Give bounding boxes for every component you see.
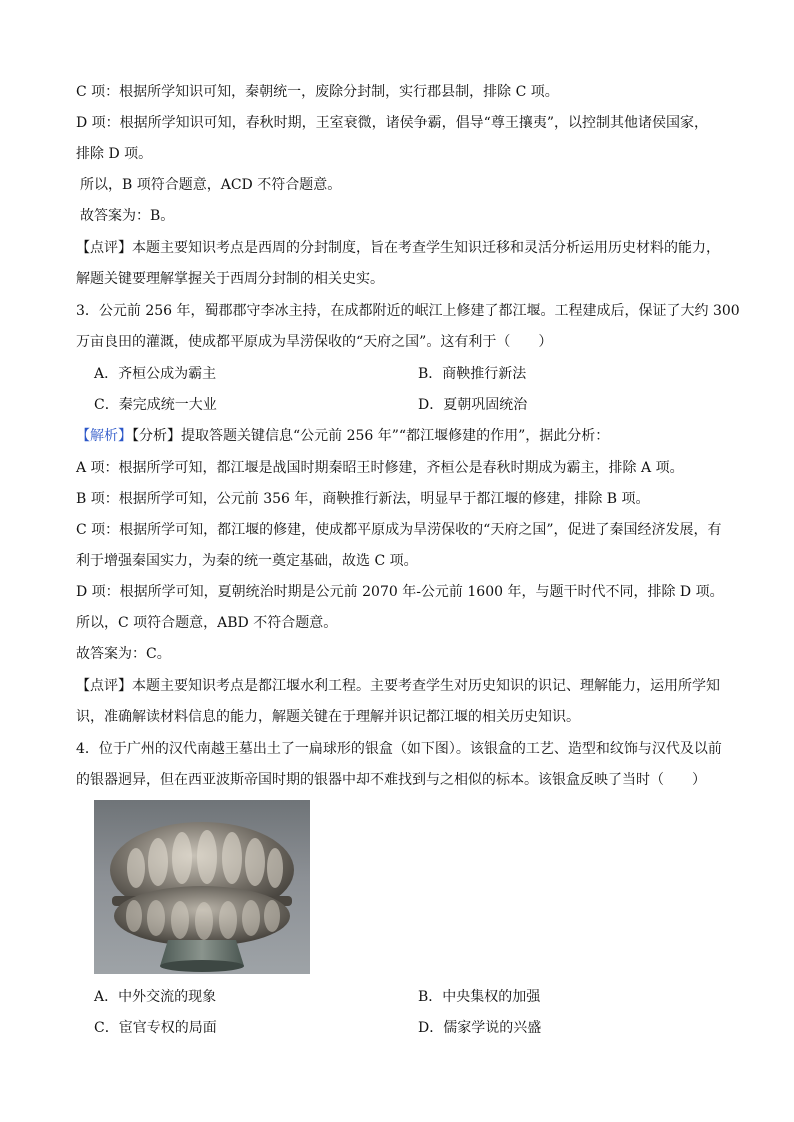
analysis-line: 所以，C 项符合题意，ABD 不符合题意。: [76, 615, 338, 631]
q3-option-d: D．夏朝巩固统治: [418, 397, 528, 413]
analysis-line: 故答案为：C。: [76, 646, 171, 662]
question-3-stem: 万亩良田的灌溉，使成都平原成为旱涝保收的“天府之国”。这有利于（ ）: [76, 334, 553, 350]
comment-line: 【点评】本题主要知识考点是西周的分封制度，旨在考查学生知识迁移和灵活分析运用历史材料的能力，: [76, 240, 720, 256]
analysis-line: C 项：根据所学可知，都江堰的修建，使成都平原成为旱涝保收的“天府之国”，促进了秦国经济发展，有: [76, 522, 722, 538]
q4-option-a: A．中外交流的现象: [94, 989, 217, 1005]
analysis-tag: 【解析】: [76, 428, 132, 444]
silver-box-illustration: [94, 800, 310, 974]
analysis-line: 利于增强秦国实力，为秦的统一奠定基础，故选 C 项。: [76, 553, 418, 569]
text-line: 故答案为：B。: [80, 208, 175, 224]
q4-option-d: D．儒家学说的兴盛: [418, 1020, 542, 1036]
analysis-line: B 项：根据所学可知，公元前 356 年，商鞅推行新法，明显早于都江堰的修建，排除 B 项。: [76, 491, 650, 507]
analysis-lead: 【分析】提取答题关键信息“公元前 256 年”“都江堰修建的作用”，据此分析：: [132, 428, 610, 444]
comment-line: 解题关键要理解掌握关于西周分封制的相关史实。: [76, 271, 384, 287]
q3-option-c: C．秦完成统一大业: [94, 397, 217, 413]
comment-line: 【点评】本题主要知识考点是都江堰水利工程。主要考查学生对历史知识的识记、理解能力，运用所学知: [76, 678, 720, 694]
text-line: 所以，B 项符合题意，ACD 不符合题意。: [80, 177, 342, 193]
silver-box-photo: [94, 800, 310, 974]
analysis-line: D 项：根据所学可知，夏朝统治时期是公元前 2070 年-公元前 1600 年，与题干时代不同，排除 D 项。: [76, 584, 724, 600]
question-4-stem: 4．位于广州的汉代南越王墓出土了一扁球形的银盒（如下图）。该银盒的工艺、造型和纹饰与汉代及以前: [76, 741, 722, 757]
analysis-heading: [76, 426, 609, 446]
comment-line: 识，准确解读材料信息的能力，解题关键在于理解并识记都江堰的相关历史知识。: [76, 709, 580, 725]
q3-option-b: B．商鞅推行新法: [418, 366, 527, 382]
text-line: C 项：根据所学知识可知，秦朝统一，废除分封制，实行郡县制，排除 C 项。: [76, 84, 559, 100]
question-3-stem: 3．公元前 256 年，蜀郡郡守李冰主持，在成都附近的岷江上修建了都江堰。工程建成后，保证了大约 300: [76, 303, 740, 319]
q3-option-a: A．齐桓公成为霸主: [94, 366, 217, 382]
q4-option-c: C．宦官专权的局面: [94, 1020, 217, 1036]
question-4-stem: 的银器迥异，但在西亚波斯帝国时期的银器中却不难找到与之相似的标本。该银盒反映了当时（ ）: [76, 772, 706, 788]
q4-option-b: B．中央集权的加强: [418, 989, 541, 1005]
text-line: 排除 D 项。: [76, 146, 153, 162]
analysis-line: A 项：根据所学可知，都江堰是战国时期秦昭王时修建，齐桓公是春秋时期成为霸主，排除 A 项。: [76, 460, 684, 476]
text-line: D 项：根据所学知识可知，春秋时期，王室衰微，诸侯争霸，倡导“尊王攘夷”，以控制其他诸侯国家，: [76, 115, 708, 131]
